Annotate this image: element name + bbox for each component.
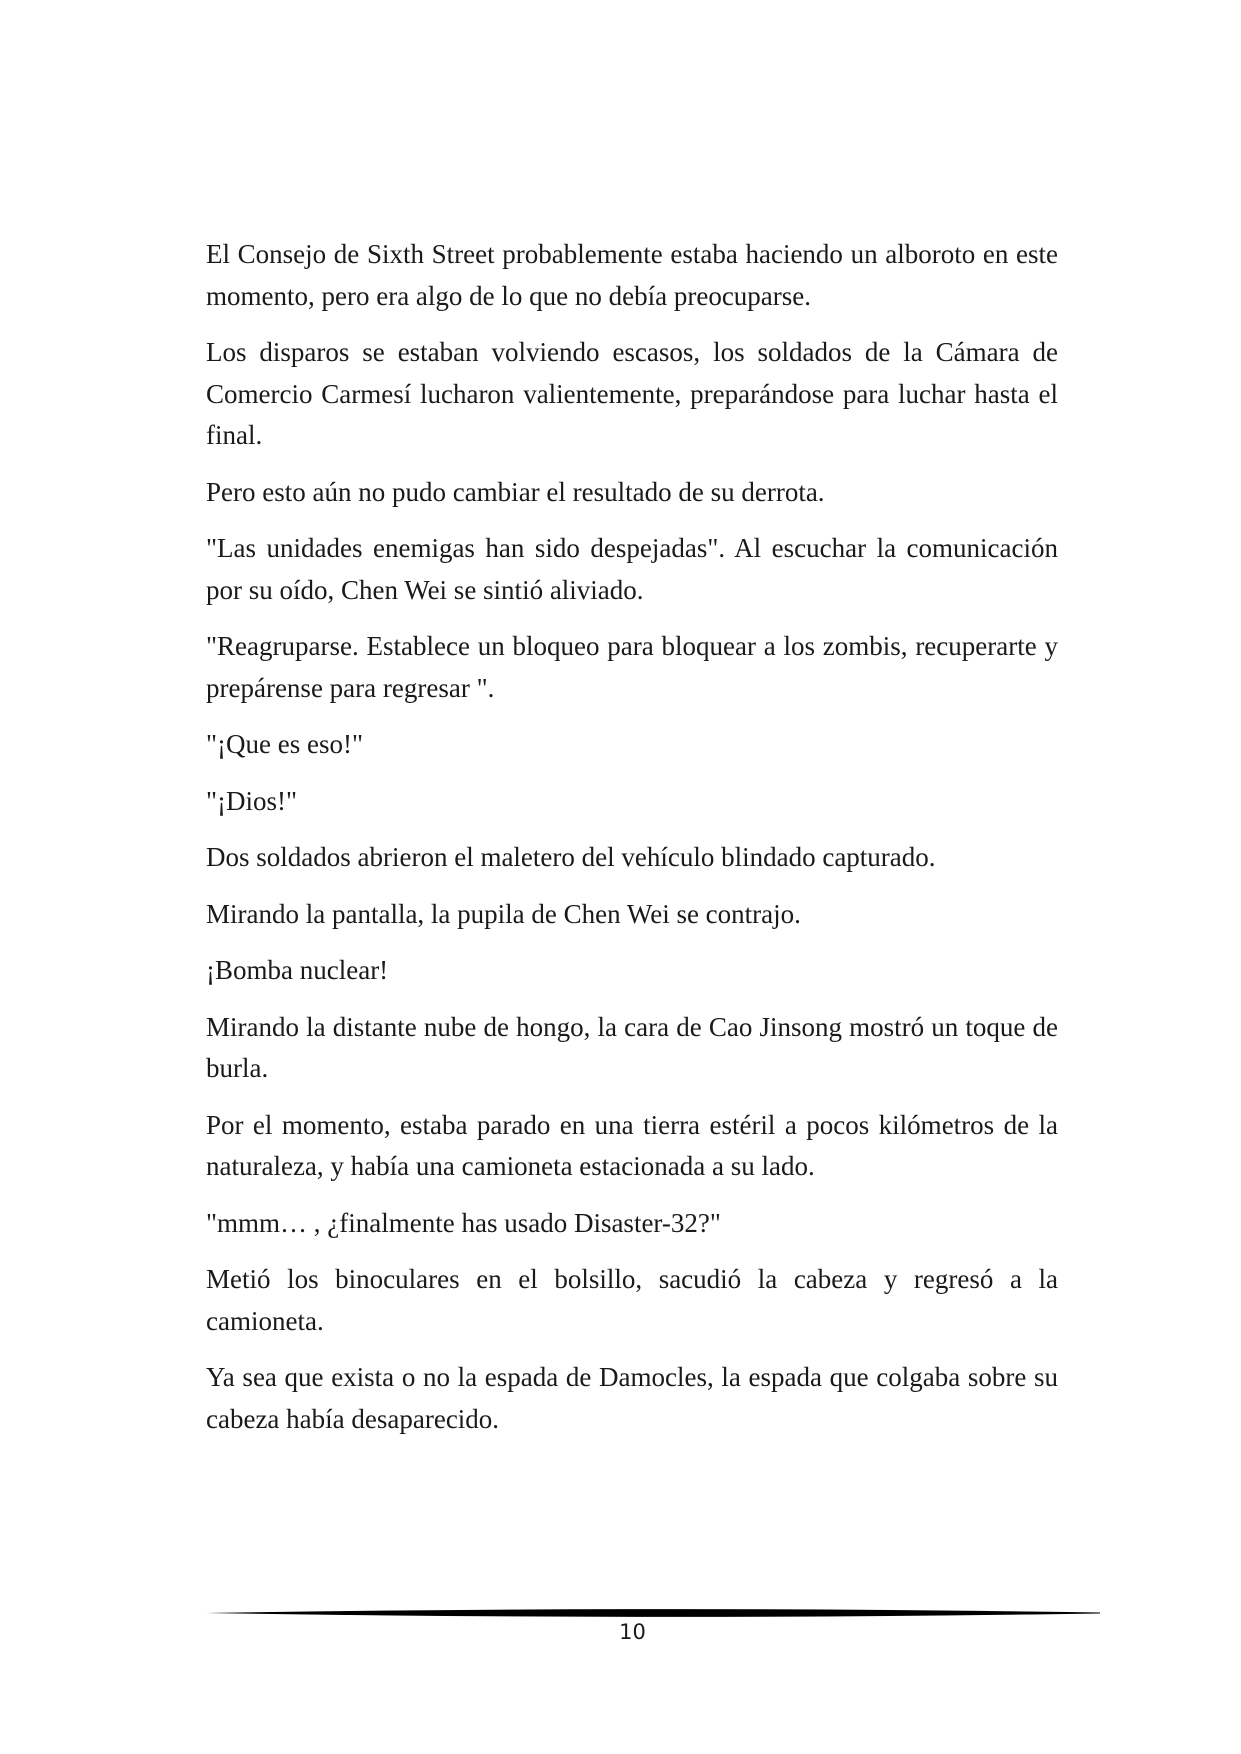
paragraph-7: "¡Dios!" (206, 785, 298, 816)
paragraph-9: Mirando la pantalla, la pupila de Chen Wei se contrajo. (206, 898, 801, 929)
paragraph-12: Por el momento, estaba parado en una tierra estéril a pocos kilómetros de la naturaleza, y había una camioneta estacionada a su lado. (206, 1109, 1058, 1181)
page-number: 10 (619, 1620, 646, 1644)
paragraph-6: "¡Que es eso!" (206, 729, 363, 759)
paragraph-15: Ya sea que exista o no la espada de Damocles, la espada que colgaba sobre su cabeza había desaparecido. (206, 1362, 1058, 1434)
paragraph-8: Dos soldados abrieron el maletero del vehículo blindado capturado. (206, 842, 936, 872)
footer-divider-shape (206, 1609, 1100, 1617)
paragraph-13: "mmm… , ¿finalmente has usado Disaster-32?" (206, 1207, 721, 1238)
paragraph-1: El Consejo de Sixth Street probablemente estaba haciendo un alboroto en este momento, pero era algo de lo que no debía preocuparse. (206, 239, 1058, 311)
paragraph-11: Mirando la distante nube de hongo, la cara de Cao Jinsong mostró un toque de burla. (206, 1011, 1058, 1083)
paragraph-2: Los disparos se estaban volviendo escasos, los soldados de la Cámara de Comercio Carmesí lucharon valientemente, preparándose para luchar hasta el final. (206, 337, 1058, 450)
paragraph-5: "Reagruparse. Establece un bloqueo para bloquear a los zombis, recuperarte y prepárense para regresar ". (206, 631, 1058, 703)
paragraph-3: Pero esto aún no pudo cambiar el resultado de su derrota. (206, 476, 825, 507)
paragraph-10: ¡Bomba nuclear! (206, 955, 389, 985)
paragraph-14: Metió los binoculares en el bolsillo, sacudió la cabeza y regresó a la camioneta. (206, 1264, 1058, 1336)
paragraph-4: "Las unidades enemigas han sido despejadas". Al escuchar la comunicación por su oído, Chen Wei se sintió aliviado. (206, 533, 1058, 605)
body-text (206, 234, 1058, 1455)
